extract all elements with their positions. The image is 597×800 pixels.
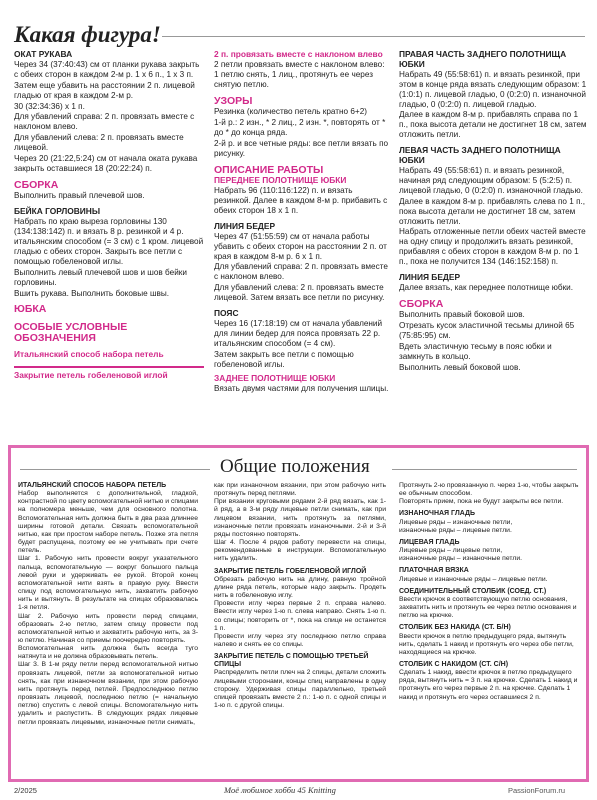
text: Выполнить правый боковой шов. xyxy=(399,310,525,320)
text: как при изнаночном вязании, при этом рабочую нить протянуть перед петлями. xyxy=(214,482,386,498)
column-2 xyxy=(214,50,390,395)
text: Провести иглу через эту последнюю петлю справа налево и снять ее со спицы. xyxy=(214,632,386,648)
site-watermark: PassionForum.ru xyxy=(508,786,566,795)
text: Протянуть 2-ю провязанную п. через 1-ю, чтобы закрыть ее обычным способом. xyxy=(399,482,579,498)
general-column-3 xyxy=(399,482,579,702)
heading-single-crochet: СТОЛБИК БЕЗ НАКИДА (СТ. Б/Н) xyxy=(399,624,511,632)
page-title: Какая фигура! xyxy=(14,22,161,47)
text: Резинка (количество петель кратно 6+2) xyxy=(214,107,367,117)
text: Обрезать рабочую нить на длину, равную тройной длине ряда петель, которые надо закрыть. Продеть нить в гобеленовую иглу. xyxy=(214,575,386,600)
text: 2-й р. и все четные ряды: все петли вязать по рисунку. xyxy=(214,138,389,158)
text: Вязать двумя частями для получения шлицы. xyxy=(214,384,389,394)
text: Затем еще убавить на расстоянии 2 п. лицевой гладью от края в каждом 2-м р. xyxy=(14,80,195,100)
column-1 xyxy=(14,50,204,381)
text: 30 (32:34:36) х 1 п. xyxy=(14,101,85,111)
text: 2 петли провязать вместе с наклоном влево: 1 петлю снять, 1 лиц., протянуть ее через снятую петлю. xyxy=(214,59,385,89)
text: Распределить петли плеч на 2 спицы, детали сложить лицевыми сторонами, концы спиц направлены в одну сторону. Удерживая спицы параллельно, третьей спицей провязать вместе 2 п.: 1-ю п. с одной спицы и 1-ю п. с другой спицы. xyxy=(214,669,386,710)
symbol-tapestry-bind-off: Закрытие петель гобеленовой иглой xyxy=(14,366,204,381)
text: При вязании круговыми рядами 2-й ряд вязать, как 1-й ряд, а в 3-м ряду лицевые петли снимать, как при лицевом вязании, нить протянуть за петлями, изнаночные петли провязать изнаночными. 2-й и 3-й ряды постоянно повторять. xyxy=(214,498,386,538)
heading-waistband: ПОЯС xyxy=(214,308,239,319)
heading-three-needle-bind-off: ЗАКРЫТИЕ ПЕТЕЛЬ С ПОМОЩЬЮ ТРЕТЬЕЙ СПИЦЫ xyxy=(214,653,369,669)
text: Для убавлений слева: 2 п. провязать вместе лицевой. Затем вязать все петли по рисунку. xyxy=(214,283,385,303)
heading-sleeve-cap: ОКАТ РУКАВА xyxy=(14,49,73,59)
text: Провести иглу через первые 2 п. справа налево. Ввести иглу через 1-ю п. слева направо. Снять 1-ю п. со спицы; повторить от *, пока на спице не останется 1 п. xyxy=(214,600,386,632)
text: Лицевые и изнаночные ряды – лицевые петли. xyxy=(399,575,548,583)
text: Далее в каждом 8-м р. прибавлять справа по 1 п., пока высота детали не достигнет 18 см, затем отложить петли. xyxy=(399,110,587,140)
text: Набор выполняется с дополнительной, гладкой, контрастной по цвету вспомогательной нитью и спицами на полномера меньше, чем для основного полотна. Вспомогательная нить должна быть в два раза длиннее ширины готовой детали. Связать вспомогательной нитью, как при простом наборе петель. Позже эта петля будет распущена, поэтому ее не учитывать при счете петель. xyxy=(18,490,198,555)
heading-left-back: ЛЕВАЯ ЧАСТЬ ЗАДНЕГО ПОЛОТНИЩА ЮБКИ xyxy=(399,145,561,166)
heading-slip-stitch: СОЕДИНИТЕЛЬНЫЙ СТОЛБИК (СОЕД. СТ.) xyxy=(399,587,547,595)
heading-skirt: ЮБКА xyxy=(14,303,47,316)
heading-assembly-skirt: СБОРКА xyxy=(399,297,444,310)
text: Для убавлений слева: 2 п. провязать вместе лицевой. xyxy=(14,133,184,153)
text: Далее в каждом 8-м р. прибавлять слева по 1 п., пока высота детали не достигнет 18 см, затем отложить петли. xyxy=(399,196,586,226)
general-column-2 xyxy=(214,482,386,710)
heading-reverse-stockinette: ИЗНАНОЧНАЯ ГЛАДЬ xyxy=(399,510,476,518)
text: Выполнить левый боковой шов. xyxy=(399,362,521,372)
heading-stockinette: ЛИЦЕВАЯ ГЛАДЬ xyxy=(399,538,460,546)
text: Отрезать кусок эластичной тесьмы длиной 65 (75:85:95) см. xyxy=(399,321,575,341)
text: Через 47 (51:55:59) см от начала работы убавить с обеих сторон на расстоянии 2 п. от края в каждом 8-м р. 6 х 1 п. xyxy=(214,231,387,261)
text: Вспомогательная нить должна быть всегда туго натянута и не должна образовывать петель. xyxy=(18,645,198,661)
heading-garter-stitch: ПЛАТОЧНАЯ ВЯЗКА xyxy=(399,567,469,575)
general-column-1 xyxy=(18,482,198,727)
text: Выполнить правый плечевой шов. xyxy=(14,191,145,201)
title-divider xyxy=(162,36,585,37)
text: Через 16 (17:18:19) см от начала убавлений для линии бедер для пояса провязать 22 р. итальянским способом (= 4 см). xyxy=(214,318,383,348)
text: Для убавлений справа: 2 п. провязать вместе с наклоном влево. xyxy=(214,262,388,282)
heading-neckband: БЕЙКА ГОРЛОВИНЫ xyxy=(14,206,101,217)
text: Вшить рукава. Выполнить боковые швы. xyxy=(14,288,170,298)
text: Набрать 96 (110:116:122) п. и вязать резинкой. Далее в каждом 8-м р. прибавить с обеих сторон 18 х 1 п. xyxy=(214,186,388,215)
text: Далее вязать, как переднее полотнище юбки. xyxy=(399,282,574,292)
heading-front-panel: ПЕРЕДНЕЕ ПОЛОТНИЩЕ ЮБКИ xyxy=(214,175,347,186)
text: Шаг 3. В 1-м ряду петли перед вспомогательной нитью провязать лицевой, петли за вспомогательной нитью снять, как при изнаночном вязании, при этом рабочую нить протянуть перед петлей. Предпоследнюю петлю провязать лицевой, последнюю петлю (= начальную петлю) спустить с левой спицы. Вспомогательную нить удалить и распустить. В следующих рядах лицевые петли провязать лицевыми, изнаночные петли снимать, xyxy=(18,661,198,726)
heading-special-symbols: ОСОБЫЕ УСЛОВНЫЕ ОБОЗНАЧЕНИЯ xyxy=(14,320,128,345)
text: 1-й р.: 2 изн., * 2 лиц., 2 изн. *, повторять от * до * до конца ряда. xyxy=(214,118,386,137)
text: Повторять прием, пока не будут закрыты все петли. xyxy=(399,498,564,506)
text: Лицевые ряды – лицевые петли, xyxy=(399,547,503,555)
text: Лицевые ряды – изнаночные петли, xyxy=(399,518,513,526)
issue-number: 2/2025 xyxy=(14,786,37,795)
text: Шаг 1. Рабочую нить провести вокруг указательного пальца, вспомогательную — вокруг большого пальца левой руки и удерживать ее рукой. Второй конец вспомогательной нити взять в правую руку. Ввести спицу под вспомогательную нить, захватить рабочую нить и вытянуть. В результате на спицах образовалась 1-я петля. xyxy=(18,555,198,612)
heading-double-crochet: СТОЛБИК С НАКИДОМ (СТ. С/Н) xyxy=(399,660,509,668)
text: Через 20 (21:22,5:24) см от начала оката рукава закрыть оставшиеся 18 (20:22:24) п. xyxy=(14,154,198,173)
text: Затем закрыть все петли с помощью гобеленовой иглы. xyxy=(214,349,354,369)
heading-assembly: СБОРКА xyxy=(14,178,59,191)
text: Шаг 2. Рабочую нить провести перед спицами, образовать 2-ю петлю, затем спицу провести под вспомогательной нитью и захватить рабочую нить, за 3-ю петлю. Начиная со приемы поочередно повторять. xyxy=(18,612,198,644)
text: Вдеть эластичную тесьму в пояс юбки и замкнуть в кольцо. xyxy=(399,342,552,361)
text: Набрать 49 (55:58:61) п. и вязать резинкой, начиная ряд следующим образом: 5 (5:2:5) п. лицевой гладью, 0 (0:2:0) п. изнаночной гладью. xyxy=(399,165,583,195)
column-3 xyxy=(399,50,587,374)
text: Сделать 1 накид, ввести крючок в петлю предыдущего ряда, вытянуть нить = 3 п. на крючке. Сделать 1 накид и протянуть его через первые 2 п. на крючке. Сделать 1 накид и протянуть его через оставшиеся 2 п. xyxy=(399,669,578,701)
heading-back-panel: ЗАДНЕЕ ПОЛОТНИЩЕ ЮБКИ xyxy=(214,373,336,384)
text: Набрать по краю выреза горловины 130 (134:138:142) п. и вязать 8 р. резинкой и 4 р. итальянским способом (= 3 см) с 1 кром. лицевой гладью с обеих сторон. Закрыть все петли с помощью гобеленовой иглы. xyxy=(14,217,204,266)
divider xyxy=(20,469,210,470)
text: Для убавлений справа: 2 п. провязать вместе с наклоном влево. xyxy=(14,112,195,132)
symbol-italian-cast-on: Итальянский способ набора петель xyxy=(14,348,164,359)
text: Выполнить левый плечевой шов и шов бейки горловины. xyxy=(14,267,187,287)
text: Шаг 4. После 4 рядов работу перевести на спицы, рекомендованные в инструкции. Вспомогательную нить удалить. xyxy=(214,539,386,563)
symbol-k2tog-left: 2 п. провязать вместе с наклоном влево xyxy=(214,49,383,59)
magazine-name: Моё любимое хобби 45 Knitting xyxy=(224,785,336,795)
general-section-title: Общие положения xyxy=(216,456,374,478)
text: Набрать 49 (55:58:61) п. и вязать резинкой, при этом в конце ряда вязать следующим образом: 1 (1:0:1) п. лицевой гладью, 0 (0:2:0) п. изнаночной гладью, 0 (0:2:0) п. лицевой гладью. xyxy=(399,69,587,109)
heading-italian-cast-on: ИТАЛЬЯНСКИЙ СПОСОБ НАБОРА ПЕТЕЛЬ xyxy=(18,482,167,489)
text: Ввести крючок в соответствующую петлю основания, захватить нить и протянуть ее через петлю основания и петлю на крючке. xyxy=(399,595,577,620)
text: Набрать отложенные петли обеих частей вместе на одну спицу и продолжить вязать резинкой, прибавляя с обеих сторон в каждом 8-м р. по 1 п., пока не получится 134 (146:152:158) п. xyxy=(399,227,586,267)
text: изнаночные ряды – изнаночные петли. xyxy=(399,555,523,563)
text: Через 34 (37:40:43) см от планки рукава закрыть с обеих сторон в каждом 2-м р. 1 х 6 п., 1 х 3 п. xyxy=(14,59,200,79)
heading-right-back: ПРАВАЯ ЧАСТЬ ЗАДНЕГО ПОЛОТНИЩА ЮБКИ xyxy=(399,49,567,69)
heading-work-description: ОПИСАНИЕ РАБОТЫ xyxy=(214,163,324,176)
heading-hip-line-back: ЛИНИЯ БЕДЕР xyxy=(399,272,461,283)
text: изнаночные ряды – лицевые петли. xyxy=(399,526,512,534)
text: Ввести крючок в петлю предыдущего ряда, вытянуть нить, сделать 1 накид и протянуть его через обе петли, находящиеся на крючке. xyxy=(399,632,574,656)
heading-tapestry-bind-off: ЗАКРЫТИЕ ПЕТЕЛЬ ГОБЕЛЕНОВОЙ ИГЛОЙ xyxy=(214,567,367,575)
divider xyxy=(392,469,577,470)
heading-patterns: УЗОРЫ xyxy=(214,94,253,107)
heading-hip-line: ЛИНИЯ БЕДЕР xyxy=(214,220,276,231)
